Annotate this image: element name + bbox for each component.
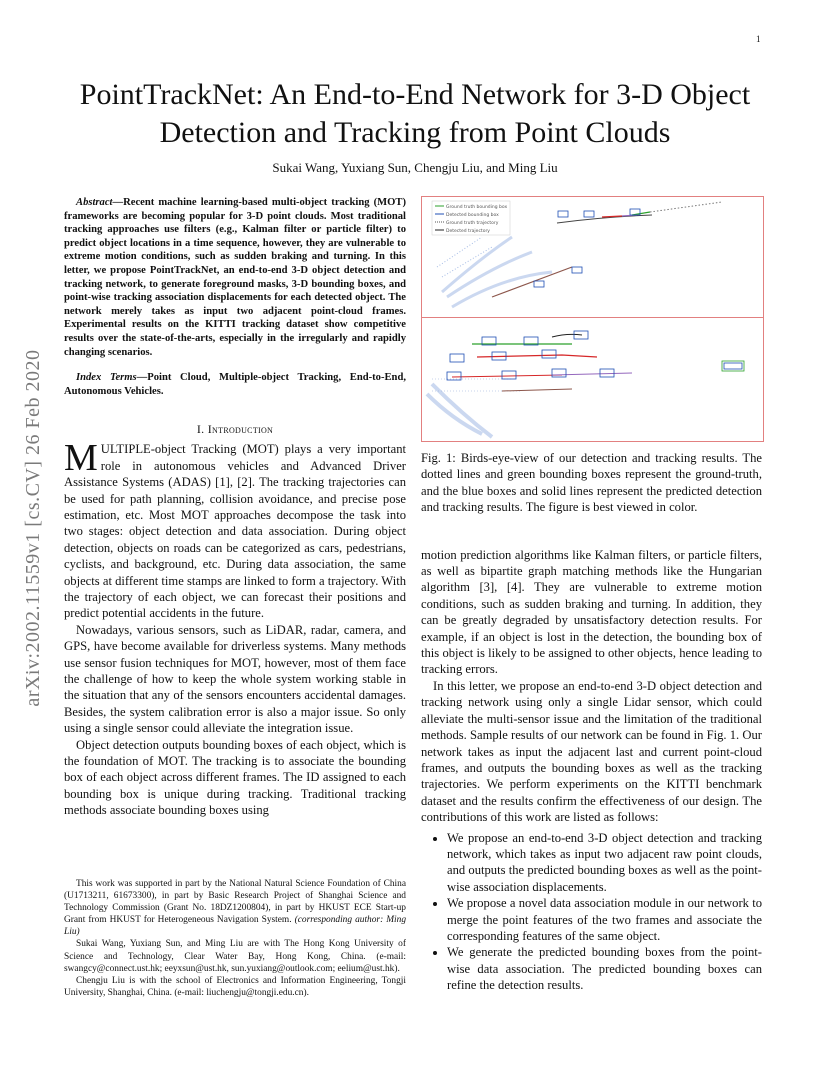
det-box [558, 211, 568, 217]
det-box [600, 369, 614, 377]
contributions-list [421, 830, 762, 994]
intro-paragraph-3: Object detection outputs bounding boxes of each object, which is the foundation of MOT. The tracking is to associate the bounding box of each object across different frames. The ID assigned to each bounding box is unique during tracking. Traditional tracking methods associate bounding boxes using [64, 737, 406, 818]
figure-panel-bottom [422, 319, 763, 440]
index-terms [64, 371, 406, 398]
point-cloud-scatter [442, 237, 552, 307]
point-cloud-streaks [432, 379, 522, 391]
section-heading-introduction: I. Introduction [196, 422, 274, 437]
trajectory-gt-dotted [650, 202, 722, 212]
list-item: • We propose a novel data association module in our network to merge the point features of the two frames and associate the corresponding features of the same object. [447, 895, 762, 944]
det-box [502, 371, 516, 379]
list-item: • We generate the predicted bounding boxes from the point-wise data association. The predicted bounding boxes can refine the detection results. [447, 944, 762, 993]
det-box [584, 211, 594, 217]
figure-panel-divider [422, 317, 763, 318]
paper-title: PointTrackNet: An End-to-End Network for 3-D Object Detection and Tracking from Point Clouds [79, 78, 751, 149]
det-box [450, 354, 464, 362]
legend-gt-traj: Ground truth trajectory [446, 221, 499, 226]
point-cloud-scatter [427, 384, 492, 437]
index-terms-label: Index Terms [76, 372, 137, 384]
left-column [64, 196, 406, 819]
abstract-text: —Recent machine learning-based multi-object tracking (MOT) frameworks are becoming popular for 3-D point clouds. Most traditional tracking approaches use filters (e.g., Kalman filter or particle filter) to predict object locations in a time sequence, however, they are vulnerable to extreme motion conditions, such as sudden braking and turning. In this letter, we propose PointTrackNet, an end-to-end 3-D object detection and tracking network, to generate foreground masks, 3-D bounding boxes, and point-wise tracking association displacements for each detected object. The network merely takes as input two adjacent point-cloud frames. Experimental results on the KITTI tracking dataset show competitive results over the state-of-the-arts, especially in the irregularly and rapidly changing scenarios. [64, 197, 406, 358]
det-box [542, 350, 556, 358]
footnotes [64, 878, 406, 999]
legend-det-box: Detected bounding box [446, 213, 499, 218]
drop-cap: M [64, 437, 98, 480]
column-spacer [421, 516, 762, 547]
footnote-affiliation-1: Sukai Wang, Yuxiang Sun, and Ming Liu are with The Hong Kong University of Science and Technology, Clear Water Bay, Hong Kong, China. (e-mail: swangcy@connect.ust.hk; eeyxsun@ust.hk, sun.yuxiang@outlook.com; eelium@ust.hk). [64, 939, 406, 974]
trajectory-red [452, 375, 562, 377]
trajectory-brown [502, 389, 572, 391]
right-paragraph-1: motion prediction algorithms like Kalman filters, or particle filters, as well as bipartite graph matching methods like the Hungarian algorithm [3], [4]. They are vulnerable to extreme motion conditions, such as sudden braking and turning. In addition, they can be greatly degraded by unsatisfactory detection results. For example, if an object is lost in the detection, the bounding box of this object is likely to be assigned to other objects, hence leading to tracking errors. [421, 547, 762, 677]
trajectory-dark [552, 334, 582, 337]
footnote-affiliation-2: Chengju Liu is with the school of Electronics and Information Engineering, Tongji University, Shanghai, China. (e-mail: liuchengju@tongji.edu.cn). [64, 975, 406, 998]
page-number: 1 [756, 34, 761, 44]
abstract-label: Abstract [76, 197, 113, 208]
det-box [572, 267, 582, 273]
legend-det-traj: Detected trajectory [446, 229, 490, 234]
list-item: • We propose an end-to-end 3-D object detection and tracking network, which takes as input two adjacent raw point clouds, and outputs the predicted bounding boxes as well as the point-wise association displacements. [447, 830, 762, 896]
figure-panel-top [422, 197, 763, 318]
figure-1-caption: Fig. 1: Birds-eye-view of our detection and tracking results. The dotted lines and green bounding boxes represent the ground-truth, and the blue boxes and solid lines represent the predicted detection and tracking results. The figure is best viewed in color. [421, 451, 762, 515]
right-column [421, 196, 762, 994]
intro-paragraph-1: MULTIPLE-object Tracking (MOT) plays a very important role in autonomous vehicles and Advanced Driver Assistance Systems (ADAS) [1], [2]. The tracking trajectories can be used for path planning, collision avoidance, and precise pose estimation, etc. Most MOT approaches decompose the task into two stages: object detection and data association. During object detection, objects on roads can be categorized as cars, pedestrians, cyclists, and background, etc. During data association, the same objects at different time stamps are linked to form a trajectory. With the trajectory of each object, we can forecast their positions and predict potential accidents in the future. [64, 437, 406, 621]
abstract [64, 196, 406, 359]
trajectory-gray [557, 215, 652, 223]
det-box [724, 363, 742, 369]
arxiv-watermark: arXiv:2002.11559v1 [cs.CV] 26 Feb 2020 [22, 349, 44, 707]
footnote-funding: This work was supported in part by the National Natural Science Foundation of China (U1713211, 61673300), in part by Basic Research Project of Shanghai Science and Technology Commission (Grant No. 18DZ1200804), in part by HKUST ECE Start-up Grant from HKUST for Heterogeneous Navigation System. (corresponding author: Ming Liu) [64, 879, 407, 938]
intro-paragraph-2: Nowadays, various sensors, such as LiDAR, radar, camera, and GPS, have become available for driverless systems. Many methods use sensor fusion techniques for MOT, however, most of them face the challenge of how to keep the whole system working stable in the situation that any of the sensors encounters accidental damages. Besides, the system calibration error is also a major issue. So only using a single sensor could alleviate the integration issue. [64, 622, 406, 736]
paper-authors: Sukai Wang, Yuxiang Sun, Chengju Liu, and Ming Liu [272, 160, 558, 175]
trajectory-green [632, 212, 650, 215]
legend-gt-box: Ground truth bounding box [446, 205, 508, 210]
det-box [534, 281, 544, 287]
det-box [552, 369, 566, 377]
right-paragraph-2: In this letter, we propose an end-to-end 3-D object detection and tracking network using only a single Lidar sensor, which could alleviate the multi-sensor issue and the limitation of the traditional methods. Sample results of our network can be found in Fig. 1. Our network takes as input the adjacent last and current point-cloud frames, and outputs the bounding boxes as well as the tracking trajectories. We perform experiments on the KITTI benchmark dataset and the results confirm the effectiveness of our design. The contributions of this work are listed as follows: [421, 678, 762, 825]
gt-box [722, 361, 744, 371]
index-terms-text: —Point Cloud, Multiple-object Tracking, End-to-End, Autonomous Vehicles. [64, 372, 406, 397]
figure-1 [421, 196, 764, 442]
trajectory-purple [552, 373, 632, 375]
trajectory-red [477, 355, 597, 357]
